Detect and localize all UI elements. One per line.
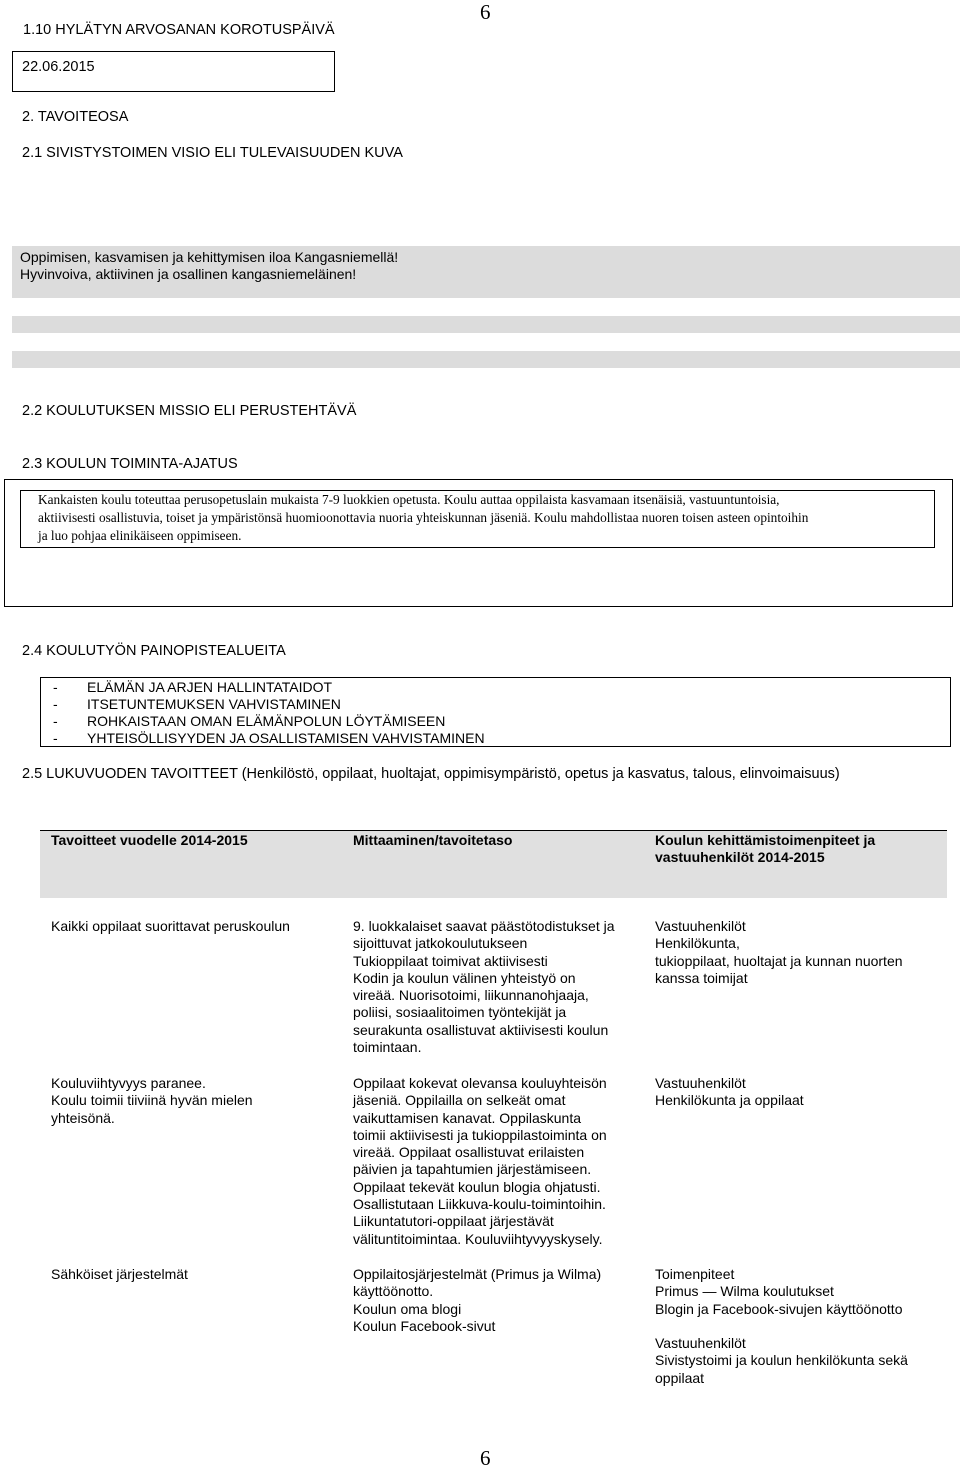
section-2-4-title: 2.4 KOULUTYÖN PAINOPISTEALUEITA [22, 643, 286, 659]
rework-date: 22.06.2015 [22, 59, 95, 75]
measure-line: vireää. Oppilaat osallistuvat erilaisten [353, 1144, 585, 1161]
measure-line: Oppilaitosjärjestelmät (Primus ja Wilma) [353, 1266, 602, 1282]
list-item [53, 679, 485, 696]
table-top-rule [40, 830, 947, 831]
table-row-3-measure [353, 1266, 601, 1335]
list-item-text: YHTEISÖLLISYYDEN JA OSALLISTAMISEN VAHVISTAMINEN [87, 730, 485, 746]
measure-line: vireää. Nuorisotoimi, liikunnanohjaaja, [353, 987, 589, 1004]
page-number-bottom: 6 [480, 1446, 491, 1470]
measure-line: Koulun oma blogi [353, 1300, 462, 1317]
list-dash: - [53, 696, 58, 712]
action-line: tukioppilaat, huoltajat ja kunnan nuorten [655, 952, 903, 969]
vision-box-3 [12, 351, 960, 368]
action-line-spacer [655, 1318, 908, 1335]
measure-line: Oppilaat kokevat olevansa kouluyhteisön [353, 1075, 607, 1091]
action-line: oppilaat [655, 1369, 705, 1386]
mission-line-1: Kankaisten koulu toteuttaa perusopetuslain mukaista 7-9 luokkien opetusta. Koulu auttaa oppilaista kasvamaan itsenäisiä, vastuuntuntoisia, [38, 492, 780, 507]
list-item [53, 696, 485, 713]
mission-line-2: aktiivisesti osallistuvia, toiset ja ympäristönsä huomioonottavia nuoria yhteiskunnan jäseniä. Koulu mahdollistaa nuoren toisen asteen opintoihin [38, 510, 809, 525]
goal-line: Kaikki oppilaat suorittavat peruskoulun [51, 918, 290, 934]
section-2-2-title: 2.2 KOULUTUKSEN MISSIO ELI PERUSTEHTÄVÄ [22, 403, 357, 419]
action-line: Toimenpiteet [655, 1266, 735, 1282]
list-item [53, 713, 485, 730]
measure-line: Oppilaat tekevät koulun blogia ohjatusti. [353, 1178, 601, 1195]
list-dash: - [53, 730, 58, 746]
measure-line: 9. luokkalaiset saavat päästötodistukset ja [353, 918, 615, 934]
header-actions [655, 832, 875, 867]
header-measure-line: Mittaaminen/tavoitetaso [353, 832, 513, 848]
vision-text [20, 249, 398, 283]
table-row-1-actions [655, 918, 903, 987]
action-line: Vastuuhenkilöt [655, 918, 746, 934]
measure-line: Tukioppilaat toimivat aktiivisesti [353, 952, 548, 969]
page-number-top: 6 [480, 0, 491, 24]
action-line: Henkilökunta, [655, 935, 740, 952]
goal-line: Koulu toimii tiiviinä hyvän mielen [51, 1092, 253, 1109]
action-line: Sivistystoimi ja koulun henkilökunta sekä [655, 1352, 908, 1369]
measure-line: vaikuttamisen kanavat. Oppilaskunta [353, 1109, 582, 1126]
goal-line: Kouluviihtyvyys paranee. [51, 1075, 206, 1091]
header-goals [51, 832, 248, 849]
list-dash: - [53, 713, 58, 729]
list-item-text: ELÄMÄN JA ARJEN HALLINTATAIDOT [87, 679, 333, 695]
section-1-10-title: 1.10 HYLÄTYN ARVOSANAN KOROTUSPÄIVÄ [23, 22, 335, 38]
measure-line: käyttöönotto. [353, 1283, 434, 1300]
measure-line: toimii aktiivisesti ja tukioppilastoiminta on [353, 1126, 607, 1143]
action-line: Primus — Wilma koulutukset [655, 1283, 834, 1300]
section-2-3-title: 2.3 KOULUN TOIMINTA-AJATUS [22, 456, 238, 472]
list-item-text: ROHKAISTAAN OMAN ELÄMÄNPOLUN LÖYTÄMISEEN [87, 713, 446, 729]
list-item-text: ITSETUNTEMUKSEN VAHVISTAMINEN [87, 696, 341, 712]
table-row-1-goal [51, 918, 290, 935]
table-row-1-measure [353, 918, 615, 1056]
mission-line-3: ja luo pohjaa elinikäiseen oppimiseen. [38, 528, 242, 543]
mission-text [38, 491, 938, 545]
section-2-5-title: 2.5 LUKUVUODEN TAVOITTEET (Henkilöstö, oppilaat, huoltajat, oppimisympäristö, opetus ja kasvatus, talous, elinvoimaisuus) [22, 766, 840, 782]
header-goals-line: Tavoitteet vuodelle 2014-2015 [51, 832, 248, 848]
measure-line: poliisi, sosiaalitoimen työntekijät ja [353, 1004, 567, 1021]
action-line: Vastuuhenkilöt [655, 1335, 746, 1352]
list-item [53, 730, 485, 747]
action-line: Blogin ja Facebook-sivujen käyttöönotto [655, 1300, 903, 1317]
vision-line-2: Hyvinvoiva, aktiivinen ja osallinen kangasniemeläinen! [20, 266, 357, 282]
header-measure [353, 832, 512, 849]
list-dash: - [53, 679, 58, 695]
action-line: Henkilökunta ja oppilaat [655, 1092, 804, 1109]
measure-line: toimintaan. [353, 1039, 422, 1056]
header-actions-line-2: vastuuhenkilöt 2014-2015 [655, 849, 825, 866]
action-line: kanssa toimijat [655, 969, 748, 986]
vision-line-1: Oppimisen, kasvamisen ja kehittymisen iloa Kangasniemellä! [20, 249, 399, 265]
measure-line: Liikuntatutori-oppilaat järjestävät [353, 1213, 554, 1230]
table-row-3-goal [51, 1266, 188, 1283]
measure-line: päivien ja tapahtumien järjestämiseen. [353, 1161, 592, 1178]
section-2-title: 2. TAVOITEOSA [22, 109, 129, 125]
action-line: Vastuuhenkilöt [655, 1075, 746, 1091]
goal-line: Sähköiset järjestelmät [51, 1266, 188, 1282]
table-row-2-actions [655, 1075, 804, 1110]
measure-line: sijoittuvat jatkokoulutukseen [353, 935, 528, 952]
measure-line: välituntitoimintaa. Kouluviihtyvyyskysely. [353, 1230, 603, 1247]
focus-areas-list [53, 679, 485, 747]
section-2-1-title: 2.1 SIVISTYSTOIMEN VISIO ELI TULEVAISUUDEN KUVA [22, 145, 403, 161]
measure-line: Koulun Facebook-sivut [353, 1317, 496, 1334]
measure-line: Kodin ja koulun välinen yhteistyö on [353, 969, 576, 986]
measure-line: Osallistutaan Liikkuva-koulu-toimintoihin. [353, 1196, 606, 1213]
vision-box-2 [12, 316, 960, 333]
goal-line: yhteisönä. [51, 1109, 115, 1126]
header-actions-line-1: Koulun kehittämistoimenpiteet ja [655, 832, 876, 848]
table-row-3-actions [655, 1266, 908, 1387]
measure-line: seurakunta osallistuvat aktiivisesti koulun [353, 1021, 609, 1038]
measure-line: jäseniä. Oppilailla on selkeät omat [353, 1092, 566, 1109]
table-row-2-measure [353, 1075, 607, 1248]
table-row-2-goal [51, 1075, 253, 1127]
